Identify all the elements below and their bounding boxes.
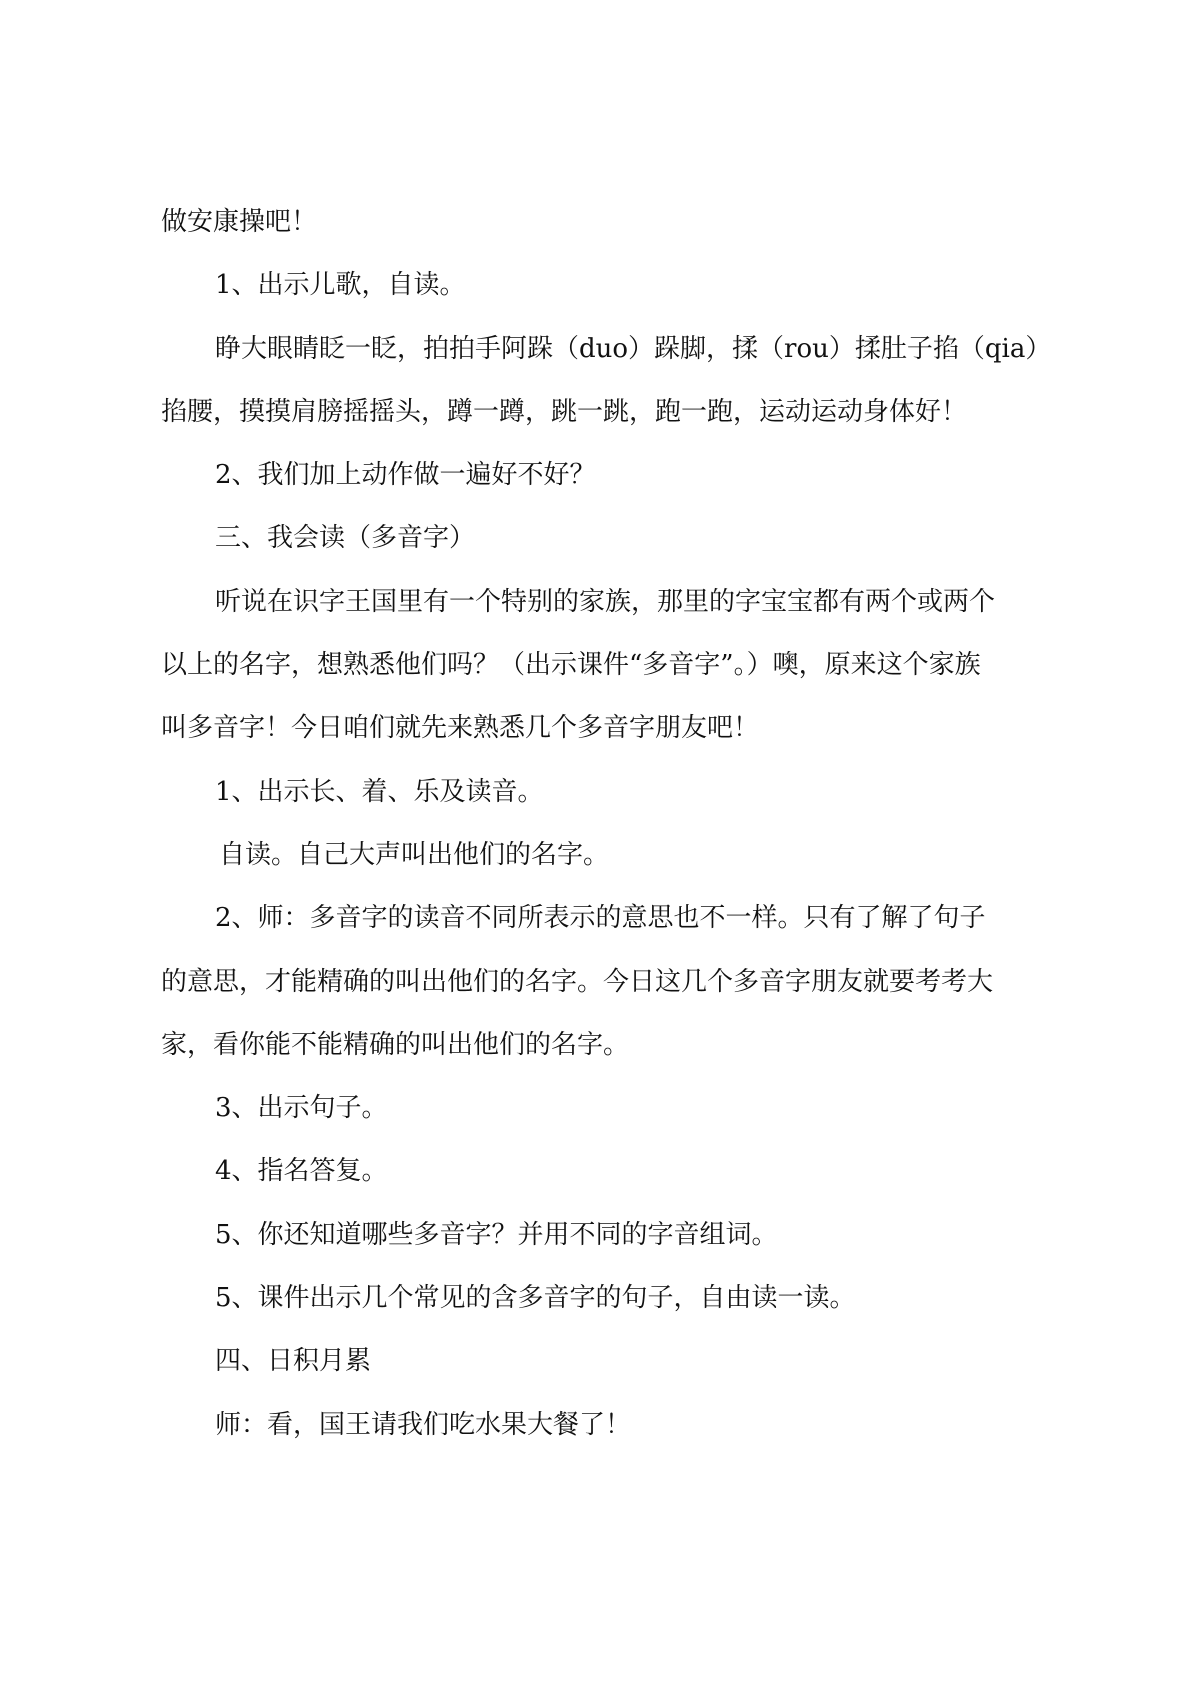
text-line-step-3: 3、出示句子。 — [215, 1093, 388, 1124]
text-line-rhyme-start: 睁大眼睛眨一眨，拍拍手阿跺（duo）跺脚，揉（rou）揉肚子掐（qia） — [215, 333, 1052, 364]
text-line-step-4: 4、指名答复。 — [215, 1156, 388, 1187]
section-heading-4: 四、日积月累 — [215, 1346, 372, 1377]
text-line-teacher-start: 2、师：多音字的读音不同所表示的意思也不一样。只有了解了句子 — [215, 903, 986, 934]
text-line-teacher-end: 家，看你能不能精确的叫出他们的名字。 — [161, 1029, 630, 1060]
text-line-step-5b: 5、课件出示几个常见的含多音字的句子，自由读一读。 — [215, 1283, 856, 1314]
text-line-continuation: 做安康操吧！ — [161, 207, 318, 237]
section-heading-3: 三、我会读（多音字） — [215, 523, 476, 554]
document-body — [161, 206, 1052, 1472]
text-line-rhyme-end: 掐腰，摸摸肩膀摇摇头，蹲一蹲，跳一跳，跑一跑，运动运动身体好！ — [161, 396, 968, 427]
text-line-step-5a: 5、你还知道哪些多音字？并用不同的字音组词。 — [215, 1219, 778, 1250]
text-line-para-mid: 以上的名字，想熟悉他们吗？（出示课件“多音字”。）噢，原来这个家族 — [161, 650, 981, 681]
text-line-teacher-mid: 的意思，才能精确的叫出他们的名字。今日这几个多音字朋友就要考考大 — [161, 966, 994, 997]
text-line-teacher-final: 师：看，国王请我们吃水果大餐了！ — [215, 1409, 632, 1440]
text-line-step-1: 1、出示儿歌，自读。 — [215, 270, 466, 301]
text-line-self-read: 自读。自己大声叫出他们的名字。 — [219, 839, 610, 870]
text-line-step-1b: 1、出示长、着、乐及读音。 — [215, 776, 544, 807]
text-line-para-end: 叫多音字！今日咱们就先来熟悉几个多音字朋友吧！ — [161, 713, 760, 744]
text-line-para-start: 听说在识字王国里有一个特别的家族，那里的字宝宝都有两个或两个 — [215, 586, 996, 617]
text-line-step-2: 2、我们加上动作做一遍好不好？ — [215, 460, 596, 491]
